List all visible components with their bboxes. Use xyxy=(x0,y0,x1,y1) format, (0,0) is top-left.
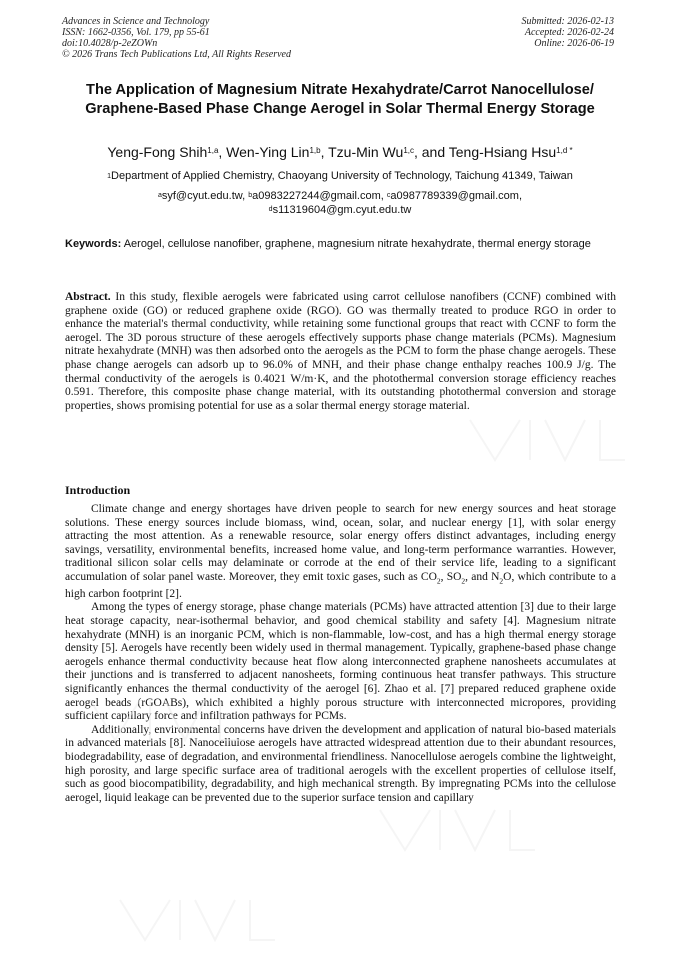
section-heading-introduction: Introduction xyxy=(65,483,131,497)
email-link[interactable]: $^a$syf@cyut.edu.tw xyxy=(157,190,243,202)
submitted-date: Submitted: 2026-02-13 xyxy=(521,16,614,27)
author-emails: $^a$syf@cyut.edu.tw, $^b$a0983227244@gmail.com, $^c$a0987789339@gmail.com, $^d$s11319604@gm.cyut.edu.tw xyxy=(157,190,523,216)
issn-volume: ISSN: 1662-0356, Vol. 179, pp 55-61 xyxy=(62,27,210,38)
copyright: © 2026 Trans Tech Publications Ltd, All Rights Reserved xyxy=(62,49,291,60)
author: Tzu-Min Wu$^{1,c}$, and xyxy=(328,144,449,160)
abstract xyxy=(65,291,616,413)
paragraph: Among the types of energy storage, phase change materials (PCMs) have attracted attention [3] due to their large heat storage capacity, near-isothermal behavior, and good chemical stability and safety [4]. Magnesium nitrate hexahydrate (MNH) is an inorganic PCM, which is non-flammable, low-cost, and has a high thermal energy storage density [5]. Aerogels have recently been widely used in thermal management. Typically, graphene-based phase change aerogels enhance thermal conductivity because heat flow along interconnected graphene nanosheets accumulates at their junctions and is transferred to adjacent nanosheets, forming continuous heat transfer pathways. This structure significantly enhances the thermal conductivity of the aerogel [6]. Zhao et al. [7] prepared reduced graphene oxide aerogel beads (rGOABs), which exhibited a highly porous structure with interconnected micropores, providing sufficient capillary force and infiltration pathways for PCMs. xyxy=(65,601,616,723)
paragraph: Climate change and energy shortages have driven people to search for new energy sources and heat storage solutions. These energy sources include biomass, wind, ocean, solar, and nuclear energy [1], with solar energy attracting the most attention. As a renewable resource, solar energy offers distinct advantages, including energy savings, versatility, environmental benefits, increased home value, and long-term performance warranties. However, traditional silicon solar cells may delaminate or corrode at the end of their service life, leading to a significant accumulation of solar panel waste. Moreover, they emit toxic gases, such as $CO_2$, $SO_2$, and $N_2O$, which contribute to a high carbon footprint [2]. xyxy=(65,503,616,600)
author: Teng-Hsiang Hsu$^{1,d *}$ xyxy=(448,144,573,160)
online-date: Online: 2026-06-19 xyxy=(534,38,614,49)
affiliation: $^1$Department of Applied Chemistry, Chaoyang University of Technology, Taichung 41349, Taiwan xyxy=(107,170,573,182)
journal-info xyxy=(62,16,291,60)
author: Wen-Ying Lin$^{1,b}$, xyxy=(226,144,329,160)
paragraph: Additionally, environmental concerns have driven the development and application of natural bio-based materials in advanced materials [8]. Nanocellulose aerogels have attracted widespread attention due to their abundant resources, biodegradability, ease of degradation, and environmental friendliness. Nanocellulose aerogels combine the lightweight, high porosity, and large specific surface area of traditional aerogels with the excellent properties of cellulose itself, such as good biocompatibility, degradability, and high mechanical strength. By impregnating PCMs into the cellulose aerogel, liquid leakage can be prevented due to the superior surface tension and capillary xyxy=(65,723,616,804)
email-link[interactable]: $^d$s11319604@gm.cyut.edu.tw xyxy=(268,204,412,216)
keywords-label: Keywords: xyxy=(65,238,122,250)
author: Yeng-Fong Shih$^{1,a}$, xyxy=(107,144,227,160)
abstract-label: Abstract. xyxy=(65,291,111,303)
paper-title: The Application of Magnesium Nitrate Hexahydrate/Carrot Nanocellulose/ Graphene-Based Phase Change Aerogel in Solar Thermal Energy Storage xyxy=(85,82,595,117)
publication-dates xyxy=(522,16,615,49)
journal-name: Advances in Science and Technology xyxy=(62,16,210,27)
accepted-date: Accepted: 2026-02-24 xyxy=(524,27,614,38)
keywords-text: Aerogel, cellulose nanofiber, graphene, magnesium nitrate hexahydrate, thermal energy storage xyxy=(121,238,591,250)
keywords xyxy=(65,238,617,252)
email-link[interactable]: $^c$a0987789339@gmail.com xyxy=(386,190,519,202)
email-link[interactable]: $^b$a0983227244@gmail.com xyxy=(248,190,381,202)
author-list xyxy=(40,143,640,161)
doi: doi:10.4028/p-2eZOWn xyxy=(62,38,158,49)
abstract-text: In this study, flexible aerogels were fabricated using carrot cellulose nanofibers (CCNF) combined with graphene oxide (GO) or reduced graphene oxide (RGO). GO was thermally treated to produce RGO in order to enhance the material's thermal conductivity, while retaining some functional groups that react with CCNF to form the aerogel. The 3D porous structure of these aerogels effectively supports phase change materials (PCMs). Magnesium nitrate hexahydrate (MNH) was then adsorbed onto the aerogels as the PCM to form the phase change aerogels. These phase change aerogels can adsorb up to 96.0% of MNH, and their phase change enthalpy reaches 100.9 J/g. The thermal conductivity of the aerogels is 0.4021 W/m·K, and the photothermal conversion storage efficiency reaches 0.591. Therefore, this composite phase change material, with its outstanding photothermal conversion and storage properties, shows promising potential for use as a solar thermal energy storage material. xyxy=(65,291,616,412)
introduction-body xyxy=(65,503,616,805)
